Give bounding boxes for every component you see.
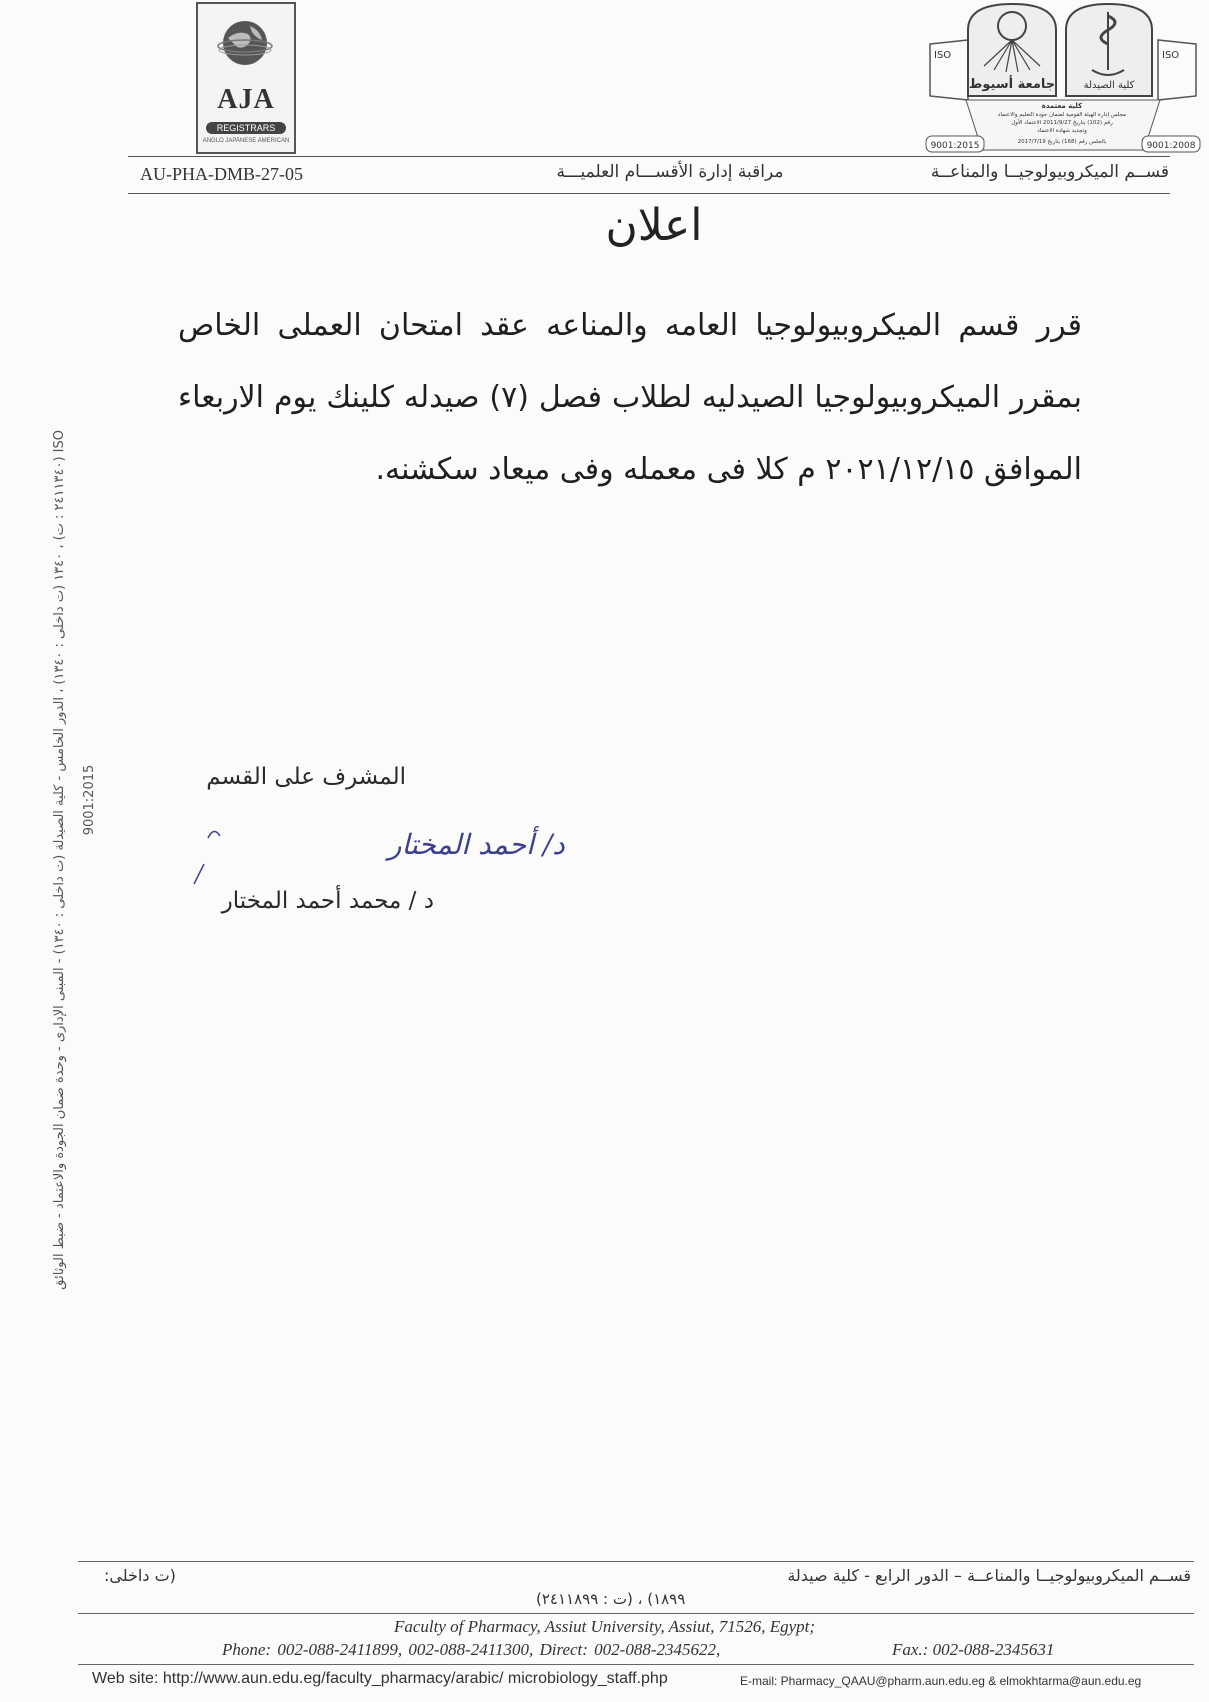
footer-rule-top: [78, 1561, 1194, 1562]
iso-left-label: ISO: [934, 50, 952, 61]
cert-left-label: 9001:2015: [930, 141, 980, 151]
accreditation-seal: [922, 0, 1204, 156]
aja-registrars-logo: [196, 2, 296, 154]
globe-icon: [218, 16, 272, 70]
document-title: اعلان: [605, 200, 703, 251]
signature-role: المشرف على القسم: [206, 764, 406, 790]
badge-line-2: مجلس إدارة الهيئة القومية لضمان جودة التعليم والاعتماد: [997, 112, 1127, 118]
header-department: قســم الميكروبيولوجيــا والمناعــة: [930, 162, 1169, 182]
footer-phone-ar: ١٨٩٩) ، (ت : ٢٤١١٨٩٩): [536, 1590, 686, 1608]
footer-address-ar: قســم الميكروبيولوجيــا والمناعــة – الدور الرابع - كلية صيدلة: [787, 1566, 1191, 1585]
footer-internal-ext: (ت داخلى:: [104, 1566, 176, 1585]
footer-website-link[interactable]: Web site: http://www.aun.edu.eg/faculty_pharmacy/arabic/ microbiology_staff.php: [92, 1670, 668, 1687]
badge-line-3: رقم (102) بتاريخ 2011/9/27 الاعتماد الأول: [1011, 120, 1113, 126]
document-code: AU-PHA-DMB-27-05: [140, 164, 303, 184]
footer-rule-bottom: [78, 1664, 1194, 1665]
signatory-name: د / محمد أحمد المختار: [221, 888, 434, 914]
university-seal-text: جامعة أسيوط: [968, 77, 1056, 92]
badge-line-1: كلية معتمدة: [1041, 102, 1083, 110]
margin-document-control-note: ISO (٢٤١١٣٤٠ : ت) ، ١٣٤٠ (ت داخلى : ١٣٤٠) ، الدور الخامس - كلية الصيدلة (ت داخلى : ١٣٤٠) - المبنى الإدارى - وحدة ضمان الجودة والاعتماد - ضبط الوثائق: [52, 430, 67, 1290]
logo-badge-text: REGISTRARS: [206, 122, 286, 134]
badge-line-4: وتجديد شهادة الاعتماد: [1037, 128, 1087, 134]
header-rule-top: [128, 156, 1170, 157]
margin-cert-note: 9001:2015: [82, 764, 97, 836]
footer-fax: Fax.: 002-088-2345631: [892, 1640, 1055, 1659]
logo-subtitle-text: ANGLO JAPANESE AMERICAN: [202, 138, 290, 144]
header-center-label: مراقبة إدارة الأقســـام العلميـــة: [556, 162, 784, 182]
header-rule-bottom: [128, 193, 1170, 194]
announcement-body: قرر قسم الميكروبيولوجيا العامه والمناعه عقد امتحان العملى الخاص بمقرر الميكروبيولوجيا الصيدليه لطلاب فصل (٧) صيدله كلينك يوم الاربعاء الموافق ٢٠٢١/١٢/١٥ م كلا فى معمله وفى ميعاد سكشنه.: [178, 308, 1082, 487]
footer-rule-mid: [78, 1613, 1194, 1614]
iso-right-label: ISO: [1162, 50, 1180, 61]
faculty-seal-text: كلية الصيدلة: [1083, 80, 1135, 91]
footer-email-link[interactable]: E-mail: Pharmacy_QAAU@pharm.aun.edu.eg & elmokhtarma@aun.edu.eg: [740, 1674, 1142, 1688]
signature-handwriting: د/ أحمد المختار: [388, 828, 565, 861]
footer-phones: Phone: 002-088-2411899, 002-088-2411300, Direct: 002-088-2345622,: [222, 1640, 721, 1659]
footer-address-en: Faculty of Pharmacy, Assiut University, Assiut, 71526, Egypt;: [393, 1617, 816, 1636]
logo-brand-text: AJA: [217, 84, 275, 115]
badge-line-5: بالجلس رقم (168) بتاريخ 2017/7/19: [1017, 139, 1107, 145]
handwritten-signature: [188, 816, 565, 892]
cert-right-label: 9001:2008: [1146, 141, 1196, 151]
